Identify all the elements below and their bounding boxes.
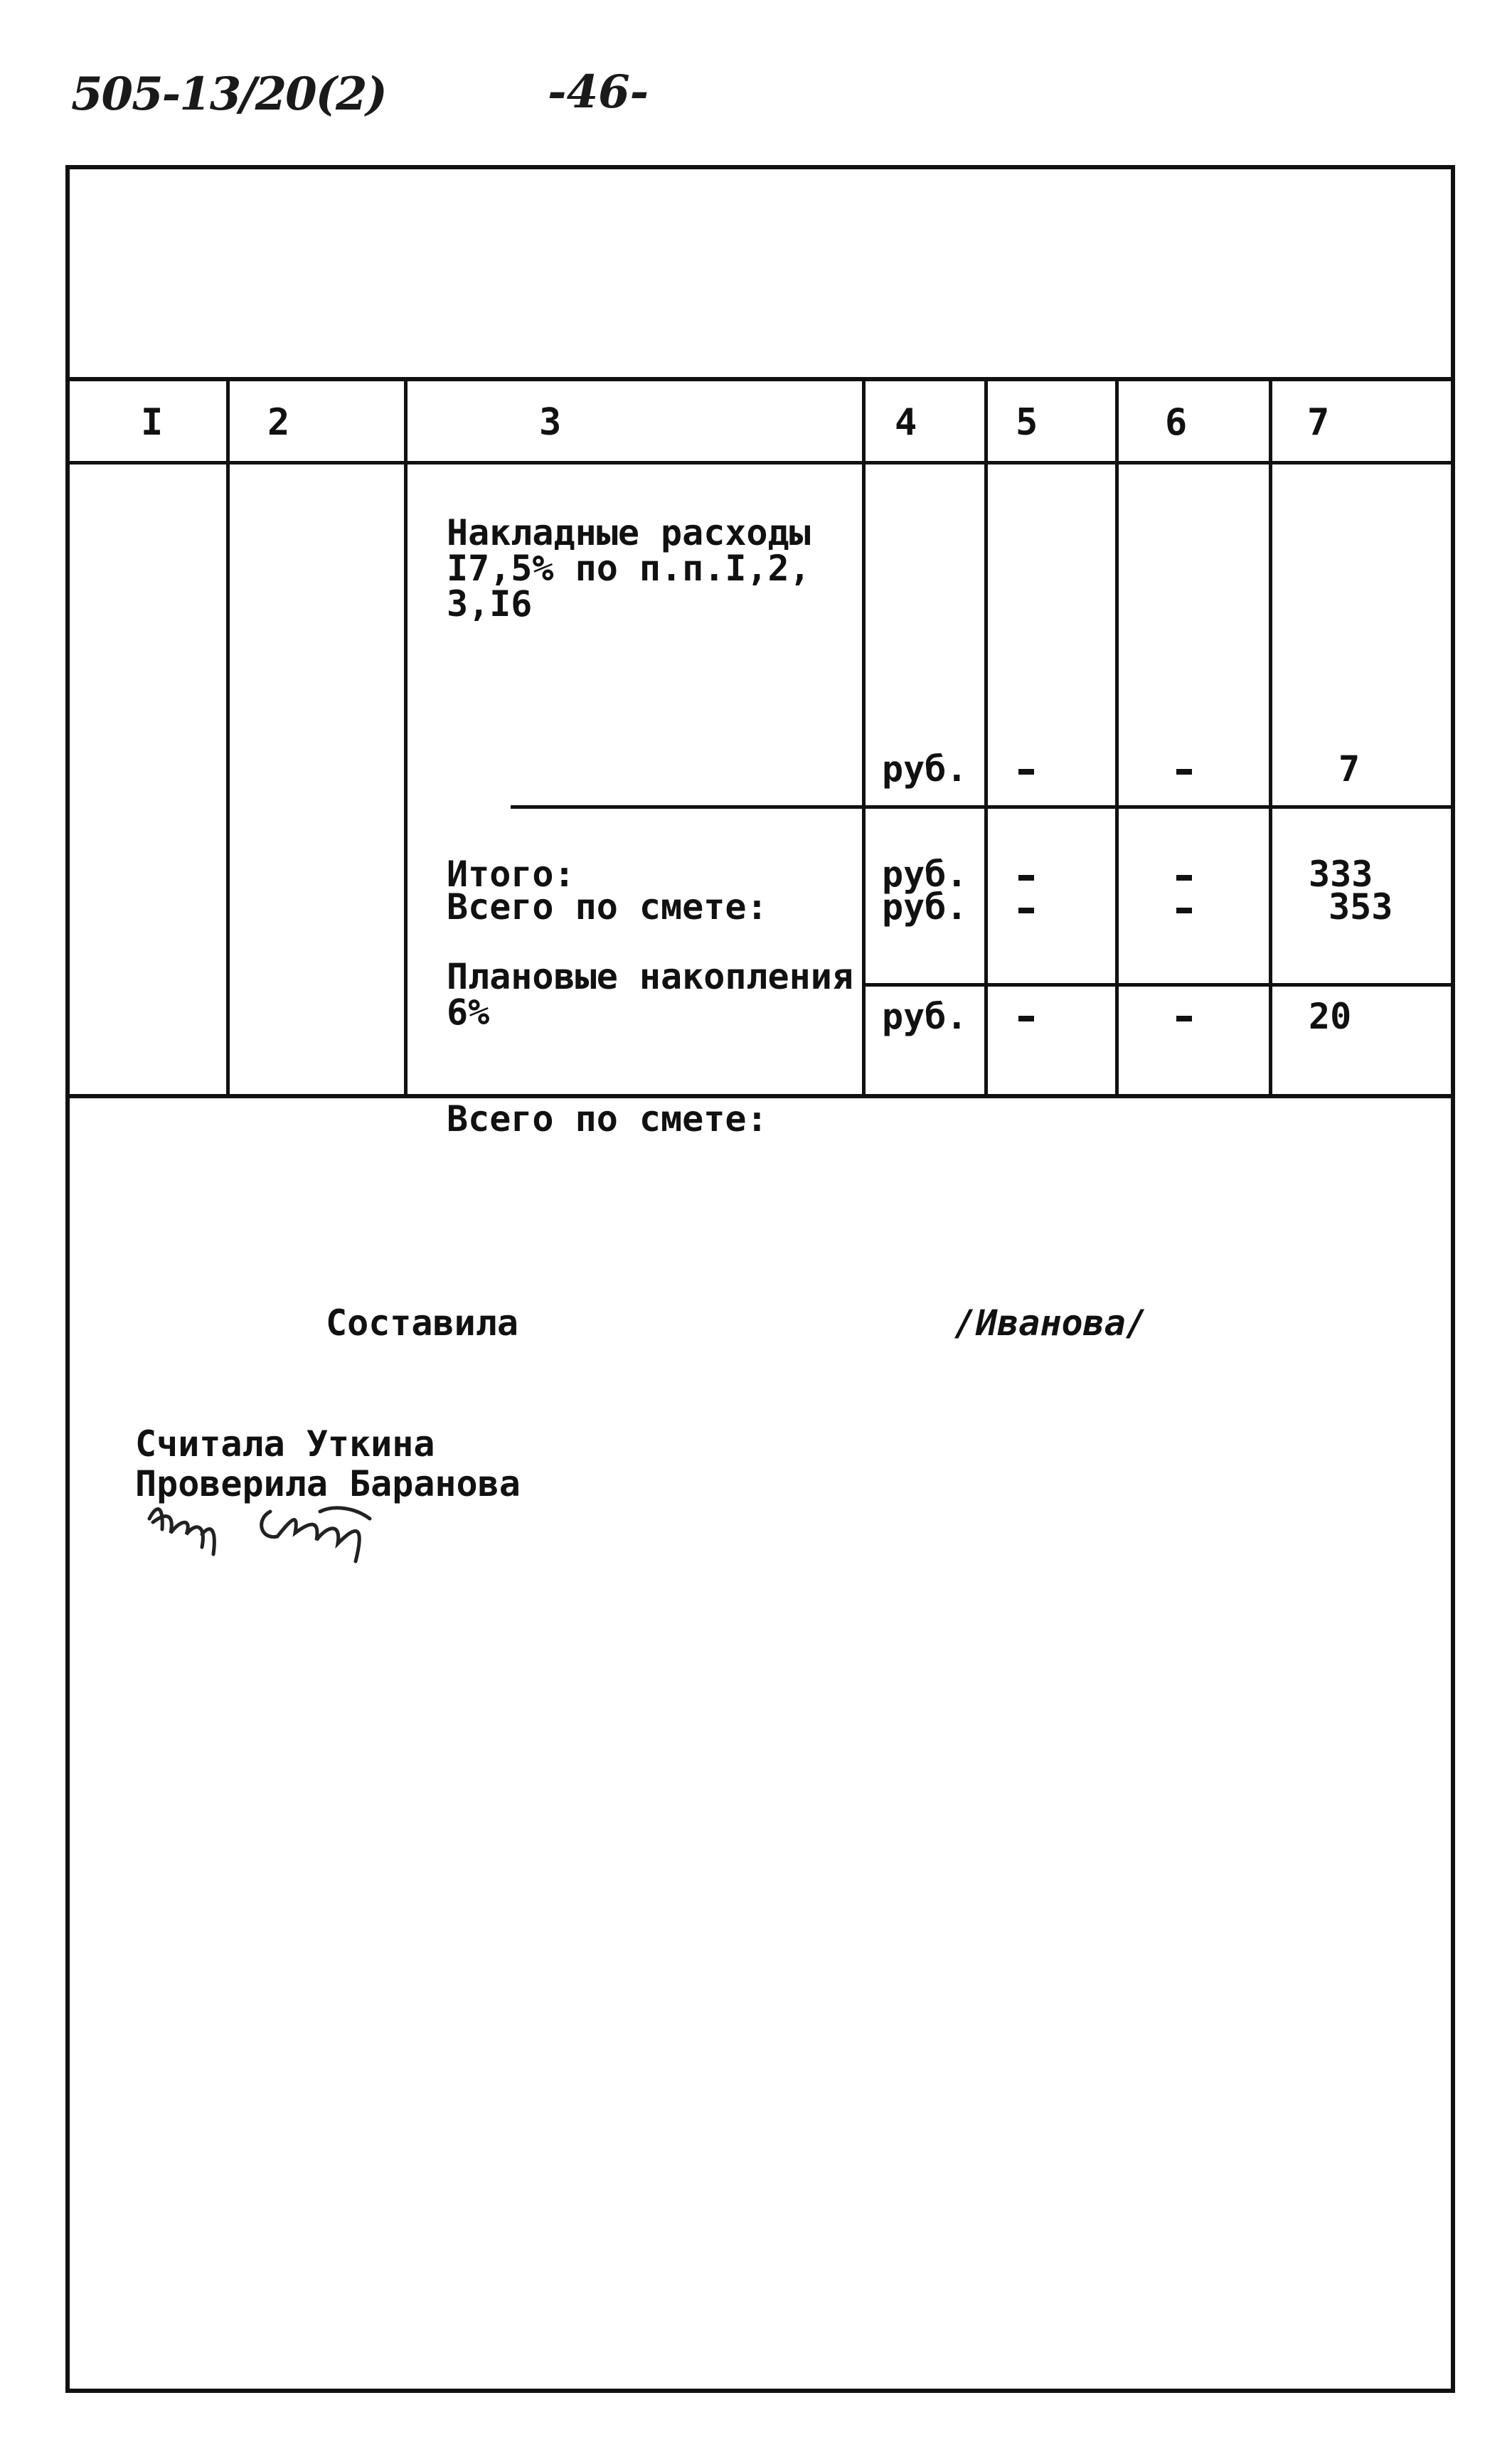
row-rule [511, 805, 1451, 809]
column-divider [1115, 381, 1119, 1094]
row-description: Всего по смете: [447, 886, 768, 928]
row-unit: руб. [882, 886, 968, 928]
row-col6-dash [1176, 908, 1192, 913]
compiled-name: /Иванова/ [954, 1302, 1147, 1344]
column-header-1: I [141, 401, 164, 444]
row-col6-dash [1176, 875, 1192, 881]
column-header-2: 2 [267, 401, 290, 444]
row-description: Накладные расходы I7,5% по п.п.I,2, 3,I6 [447, 512, 811, 625]
document-code: 505-13/20(2) [71, 68, 386, 121]
signature-stroke-2 [262, 1508, 370, 1561]
row-description: Итого: [447, 854, 575, 895]
handwritten-signature [142, 1490, 412, 1568]
column-header-3: 3 [539, 401, 562, 444]
page-number: -46- [548, 65, 649, 119]
row-description: Плановые накопления 6% [447, 956, 853, 1033]
column-header-7: 7 [1307, 401, 1330, 444]
compiled-label: Составила [326, 1302, 518, 1344]
row-total: 7 [1338, 748, 1361, 790]
column-divider [404, 381, 408, 1094]
row-col5-dash [1018, 908, 1034, 913]
page-frame [65, 165, 1455, 2393]
checked-by: Проверила Баранова [135, 1463, 521, 1504]
row-col5-dash [1018, 875, 1034, 881]
row-col5-dash [1018, 769, 1034, 775]
column-divider [862, 381, 866, 1094]
row-unit: руб. [882, 854, 968, 895]
signature-stroke-1 [149, 1509, 214, 1554]
column-header-6: 6 [1165, 401, 1188, 444]
row-total: 20 [1309, 996, 1352, 1037]
column-header-5: 5 [1016, 401, 1038, 444]
column-divider [1269, 381, 1272, 1094]
header-rule [70, 461, 1451, 464]
column-header-4: 4 [895, 401, 917, 444]
row-col6-dash [1176, 1016, 1192, 1021]
counted-by: Считала Уткина [135, 1423, 435, 1465]
row-total: 333 [1309, 854, 1373, 895]
row-description: Всего по смете: [447, 1098, 768, 1140]
row-unit: руб. [882, 996, 968, 1037]
row-rule [862, 983, 1451, 987]
row-col5-dash [1018, 1016, 1034, 1021]
row-unit: руб. [882, 748, 968, 790]
column-divider [226, 381, 230, 1094]
estimate-table [70, 377, 1451, 1140]
row-col6-dash [1176, 769, 1192, 775]
row-total: 353 [1329, 886, 1393, 928]
column-divider [984, 381, 988, 1094]
